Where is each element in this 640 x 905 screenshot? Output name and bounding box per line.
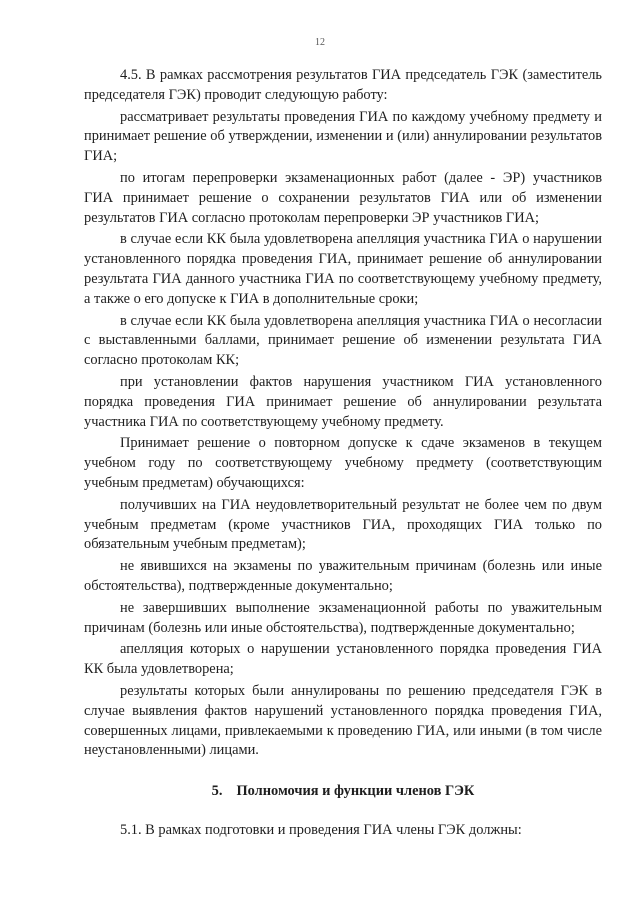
paragraph: получивших на ГИА неудовлетворительный результат не более чем по двум учебным предметам (кроме участников ГИА, проходящих ГИА только по обязательным учебным предметам); xyxy=(84,496,602,553)
paragraph: в случае если КК была удовлетворена апелляция участника ГИА о нарушении установленного порядка проведения ГИА, принимает решение об аннулировании результата ГИА данного участника ГИА по соответствующему учебному предмету, а также о его допуске к ГИА в дополнительные сроки; xyxy=(84,231,602,307)
paragraph: рассматривает результаты проведения ГИА по каждому учебному предмету и принимает решение об утверждении, изменении и (или) аннулировании результатов ГИА; xyxy=(84,108,602,165)
paragraph: не завершивших выполнение экзаменационной работы по уважительным причинам (болезнь или иные обстоятельства), подтвержденные документально; xyxy=(84,599,602,636)
section-title: Полномочия и функции членов ГЭК xyxy=(236,783,475,800)
paragraph: 5.1. В рамках подготовки и проведения ГИА члены ГЭК должны: xyxy=(120,822,522,839)
paragraph: апелляция которых о нарушении установленного порядка проведения ГИА КК была удовлетворена; xyxy=(84,641,602,678)
section-number: 5. xyxy=(211,783,223,800)
paragraphs-after xyxy=(84,821,602,841)
paragraph: по итогам перепроверки экзаменационных работ (далее - ЭР) участников ГИА принимает решение о сохранении результатов ГИА или об изменении результатов ГИА согласно протоколам перепроверки ЭР участников ГИА; xyxy=(84,169,602,226)
paragraph: при установлении фактов нарушения участником ГИА установленного порядка проведения ГИА принимает решение об аннулировании результата участника ГИА по соответствующему учебному предмету. xyxy=(84,373,602,430)
paragraph: Принимает решение о повторном допуске к сдаче экзаменов в текущем учебном году по соответствующему учебному предмету (соответствующим учебным предметам) обучающихся: xyxy=(84,435,602,491)
document-body xyxy=(84,66,602,841)
section-heading xyxy=(84,781,602,801)
paragraph: в случае если КК была удовлетворена апелляция участника ГИА о несогласии с выставленными баллами, принимает решение об изменении результата ГИА согласно протоколам КК; xyxy=(84,312,602,369)
paragraph: 4.5. В рамках рассмотрения результатов ГИА председатель ГЭК (заместитель председателя ГЭК) проводит следующую работу: xyxy=(84,67,602,103)
paragraphs-before xyxy=(84,66,602,761)
paragraph: не явившихся на экзамены по уважительным причинам (болезнь или иные обстоятельства), подтвержденные документально; xyxy=(84,558,602,594)
page-number: 12 xyxy=(315,37,325,48)
paragraph: результаты которых были аннулированы по решению председателя ГЭК в случае выявления фактов нарушений установленного порядка проведения ГИА, совершенных лицами, привлекаемыми к проведению ГИА, или иными (в том числе неустановленными) лицами. xyxy=(84,682,602,759)
